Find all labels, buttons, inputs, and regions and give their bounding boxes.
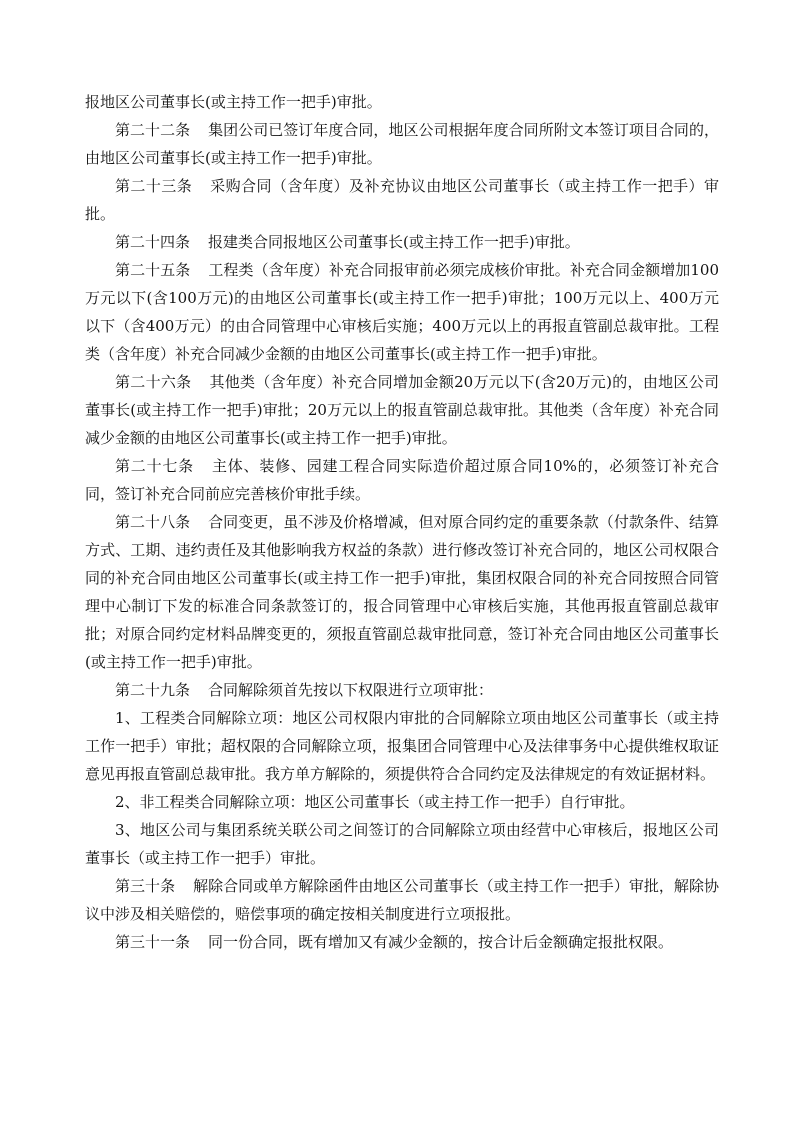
article-23 [85, 172, 719, 228]
article-number: 第三十条 [115, 877, 176, 895]
article-text: 集团公司已签订年度合同，地区公司根据年度合同所附文本签订项目合同的，由地区公司董事长(或主持工作一把手)审批。 [85, 121, 719, 167]
article-25 [85, 256, 719, 368]
article-number: 第二十九条 [115, 681, 191, 699]
article-text: 合同变更，虽不涉及价格增减，但对原合同约定的重要条款（付款条件、结算方式、工期、违约责任及其他影响我方权益的条款）进行修改签订补充合同的，地区公司权限合同的补充合同由地区公司董事长(或主持工作一把手)审批，集团权限合同的补充合同按照合同管理中心制订下发的标准合同条款签订的，报合同管理中心审核后实施，其他再报直管副总裁审批；对原合同约定材料品牌变更的，须报直管副总裁审批同意，签订补充合同由地区公司董事长(或主持工作一把手)审批。 [85, 513, 719, 671]
article-text: 解除合同或单方解除函件由地区公司董事长（或主持工作一把手）审批，解除协议中涉及相关赔偿的，赔偿事项的确定按相关制度进行立项报批。 [85, 877, 719, 923]
sub-item-2: 2、非工程类合同解除立项：地区公司董事长（或主持工作一把手）自行审批。 [115, 793, 635, 811]
article-text: 工程类（含年度）补充合同报审前必须完成核价审批。补充合同金额增加100万元以下(含100万元)的由地区公司董事长(或主持工作一把手)审批；100万元以上、400万元以下（含400万元）的由合同管理中心审核后实施；400万元以上的再报直管副总裁审批。工程类（含年度）补充合同减少金额的由地区公司董事长(或主持工作一把手)审批。 [85, 261, 719, 363]
article-number: 第二十二条 [115, 121, 191, 139]
article-text: 主体、装修、园建工程合同实际造价超过原合同10%的，必须签订补充合同，签订补充合同前应完善核价审批手续。 [85, 457, 719, 503]
article-text: 其他类（含年度）补充合同增加金额20万元以下(含20万元)的，由地区公司董事长(或主持工作一把手)审批；20万元以上的报直管副总裁审批。其他类（含年度）补充合同减少金额的由地区公司董事长(或主持工作一把手)审批。 [85, 373, 719, 447]
article-number: 第二十四条 [115, 233, 191, 251]
lead-paragraph: 报地区公司董事长(或主持工作一把手)审批。 [85, 93, 382, 111]
article-number: 第二十七条 [115, 457, 194, 475]
article-text: 采购合同（含年度）及补充协议由地区公司董事长（或主持工作一把手）审批。 [85, 177, 719, 223]
article-number: 第二十三条 [115, 177, 193, 195]
article-22 [85, 116, 719, 172]
sub-item-1: 1、工程类合同解除立项：地区公司权限内审批的合同解除立项由地区公司董事长（或主持工作一把手）审批；超权限的合同解除立项，报集团合同管理中心及法律事务中心提供维权取证意见再报直管副总裁审批。我方单方解除的，须提供符合合同约定及法律规定的有效证据材料。 [85, 709, 719, 783]
article-31 [85, 928, 719, 956]
article-30 [85, 872, 719, 928]
article-28 [85, 508, 719, 676]
article-27 [85, 452, 719, 508]
article-number: 第二十八条 [115, 513, 191, 531]
article-29 [85, 676, 719, 704]
sub-item-3: 3、地区公司与集团系统关联公司之间签订的合同解除立项由经营中心审核后，报地区公司董事长（或主持工作一把手）审批。 [85, 821, 719, 867]
article-text: 合同解除须首先按以下权限进行立项审批： [208, 681, 494, 699]
article-24 [85, 228, 719, 256]
article-text: 报建类合同报地区公司董事长(或主持工作一把手)审批。 [208, 233, 580, 251]
article-26 [85, 368, 719, 452]
article-number: 第二十六条 [115, 373, 192, 391]
document-body [85, 116, 719, 956]
article-text: 同一份合同，既有增加又有减少金额的，按合计后金额确定报批权限。 [208, 933, 674, 951]
article-number: 第三十一条 [115, 933, 191, 951]
document-body-lead [85, 88, 719, 116]
article-number: 第二十五条 [115, 261, 191, 279]
